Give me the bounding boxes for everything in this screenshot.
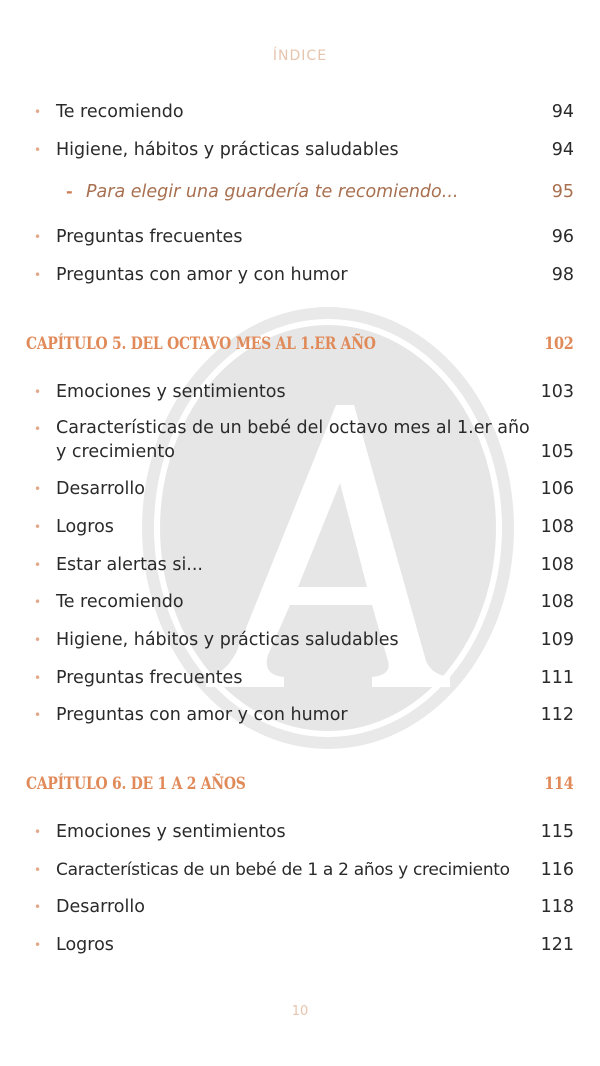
toc-sub-entry[interactable] [66,180,574,204]
toc-entry-label: Preguntas con amor y con humor [56,705,348,725]
toc-entry-page: 116 [540,860,574,880]
toc-entry-label-line1: Características de un bebé del octavo mes al 1.er año [56,418,530,438]
toc-entry[interactable] [34,665,574,690]
toc-entry-label: Emociones y sentimientos [56,382,286,402]
chapter-title: CAPÍTULO 6. DE 1 A 2 AÑOS [26,774,246,794]
toc-entry[interactable] [34,627,574,652]
toc-entry-label: Preguntas con amor y con humor [56,265,348,285]
toc-entry-label: Preguntas frecuentes [56,227,243,247]
bullet-icon: • [34,825,42,839]
toc-entry-page: 111 [540,668,574,688]
toc-entry[interactable] [34,224,574,249]
toc-entry[interactable] [34,589,574,614]
page-title: ÍNDICE [272,48,328,64]
toc-entry[interactable] [34,262,574,287]
toc-entry[interactable] [34,894,574,919]
toc-entry[interactable] [34,379,574,404]
toc-entry[interactable] [34,514,574,539]
toc-entry-page: 109 [540,630,574,650]
toc-entry-page: 103 [540,382,574,402]
toc-entry-label: Para elegir una guardería te recomiendo... [86,182,459,202]
toc-entry-label: Te recomiendo [56,592,184,612]
bullet-icon: • [34,633,42,647]
toc-entry-page: 105 [540,442,574,462]
toc-entry-page: 108 [540,555,574,575]
toc-entry-label-line2: y crecimiento [56,442,175,462]
toc-entry-page: 115 [540,822,574,842]
toc-entry[interactable] [34,476,574,501]
bullet-icon: • [34,863,42,877]
bullet-icon: • [34,105,42,119]
bullet-icon: • [34,938,42,952]
toc-entry[interactable] [34,416,574,464]
dash-icon: - [66,182,73,201]
page-number: 10 [291,1004,309,1019]
bullet-icon: • [34,595,42,609]
toc-entry[interactable] [34,702,574,727]
bullet-icon: • [34,385,42,399]
bullet-icon: • [34,708,42,722]
toc-entry-page: 96 [551,227,574,247]
toc-entry-label: Higiene, hábitos y prácticas saludables [56,140,399,160]
chapter-page: 114 [544,774,574,794]
toc-entry[interactable] [34,932,574,957]
toc-entry[interactable] [34,819,574,844]
toc-entry-page: 108 [540,517,574,537]
toc-entry[interactable] [34,857,574,882]
bullet-icon: • [34,482,42,496]
bullet-icon: • [34,671,42,685]
toc-entry-label: Higiene, hábitos y prácticas saludables [56,630,399,650]
toc-entry-page: 112 [540,705,574,725]
toc-entry[interactable] [34,552,574,577]
chapter-title: CAPÍTULO 5. DEL OCTAVO MES AL 1.ER AÑO [26,334,376,354]
bullet-icon: • [34,143,42,157]
bullet-icon: • [34,422,42,436]
toc-entry-label [56,416,534,464]
toc-entry-page: 106 [540,479,574,499]
bullet-icon: • [34,230,42,244]
chapter-page: 102 [544,334,574,354]
bullet-icon: • [34,900,42,914]
toc-entry[interactable] [34,137,574,162]
toc-entry-page: 121 [540,935,574,955]
toc-entry-page: 94 [551,102,574,122]
toc-entry-label: Desarrollo [56,479,145,499]
toc-entry-page: 108 [540,592,574,612]
toc-entry-label: Desarrollo [56,897,145,917]
toc-entry-page: 98 [551,265,574,285]
toc-entry-label: Te recomiendo [56,102,184,122]
toc-entry-page: 118 [540,897,574,917]
chapter-heading[interactable] [26,334,574,354]
toc-entry-label: Emociones y sentimientos [56,822,286,842]
toc-entry-label: Logros [56,517,114,537]
toc-entry-label: Estar alertas si... [56,555,203,575]
toc-entry-label: Logros [56,935,114,955]
toc-entry[interactable] [34,99,574,124]
bullet-icon: • [34,268,42,282]
toc-entry-page: 94 [551,140,574,160]
toc-entry-page: 95 [551,182,574,202]
bullet-icon: • [34,520,42,534]
chapter-heading[interactable] [26,774,574,794]
toc-entry-label: Características de un bebé de 1 a 2 años y crecimiento [56,860,510,880]
toc-entry-label: Preguntas frecuentes [56,668,243,688]
bullet-icon: • [34,558,42,572]
